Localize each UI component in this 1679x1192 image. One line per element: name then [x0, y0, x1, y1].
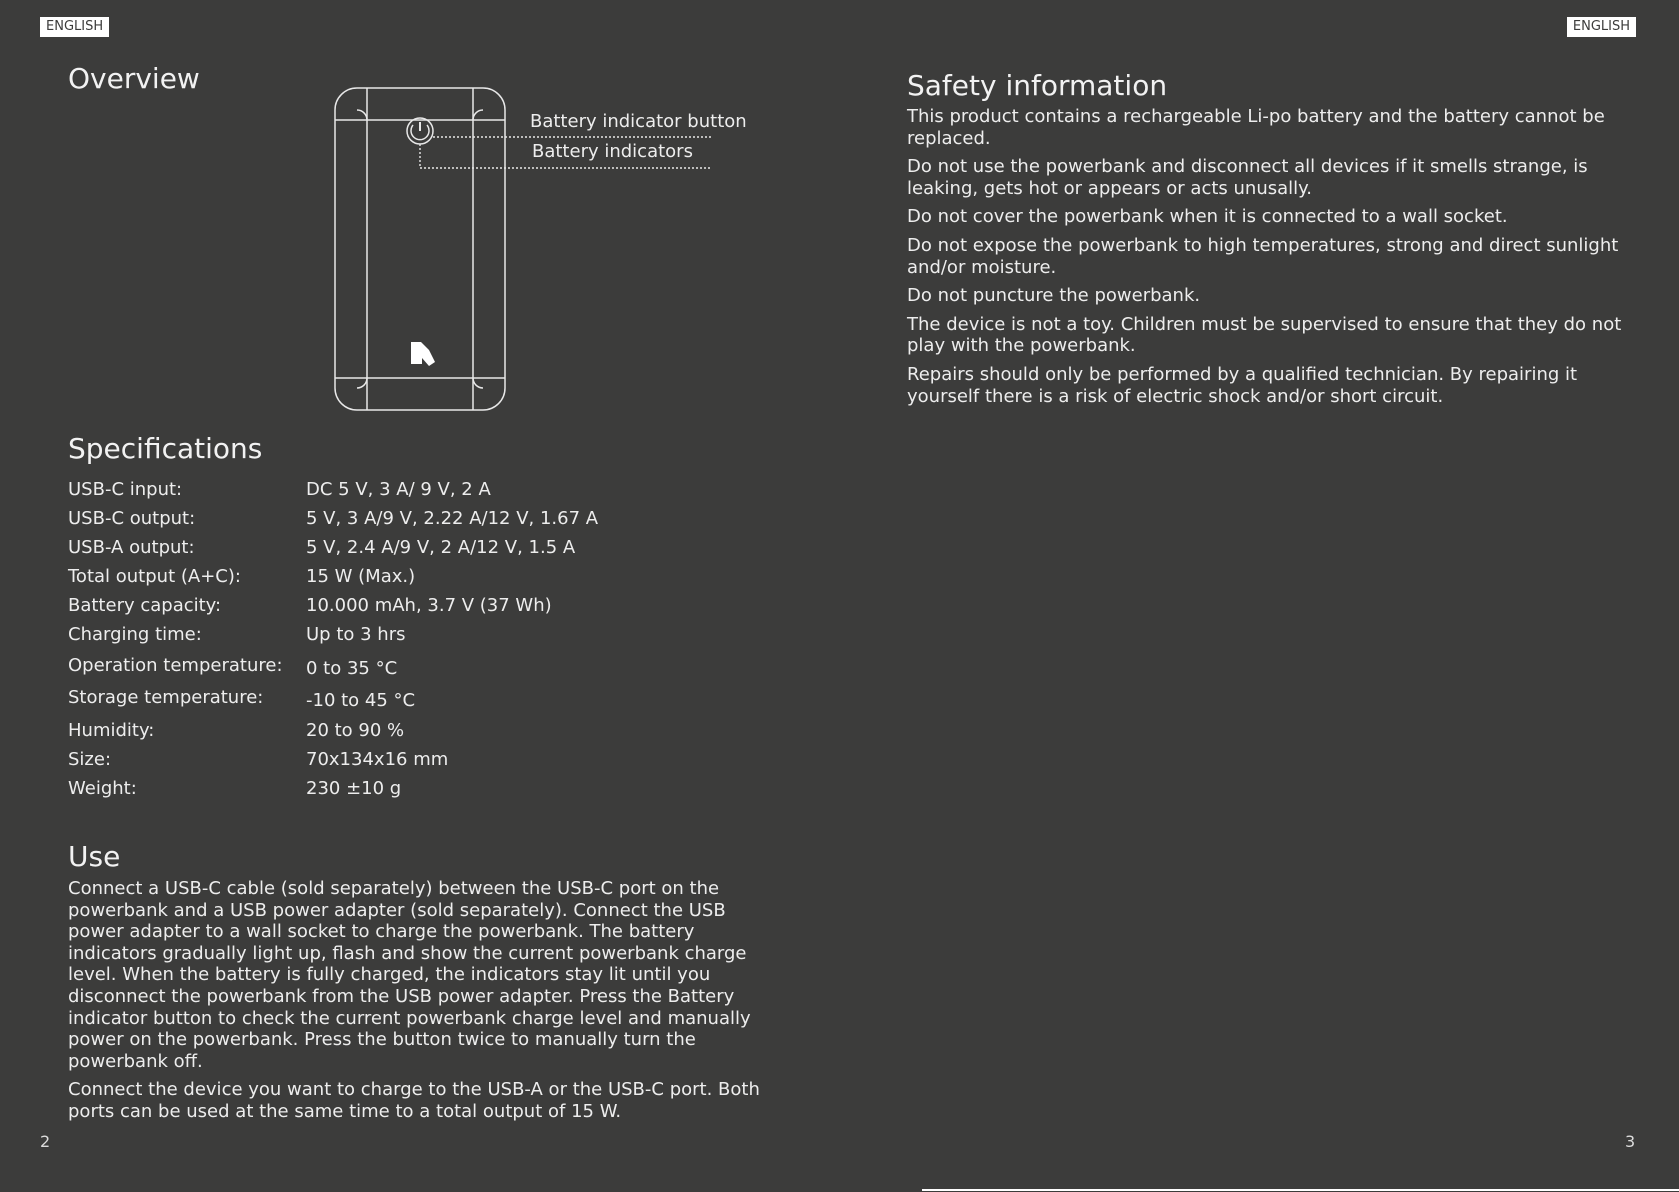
spec-row [68, 750, 788, 770]
spec-label: Battery capacity: [68, 595, 222, 616]
spec-label: Charging time: [68, 624, 202, 645]
spec-label: USB-A output: [68, 537, 195, 558]
spec-row [68, 625, 788, 645]
safety-paragraph: This product contains a rechargeable Li-po battery and the battery cannot be replaced. [907, 106, 1605, 149]
brand-logo-icon [411, 342, 435, 366]
spec-value: 230 ±10 g [306, 778, 402, 799]
spec-row [68, 538, 788, 558]
safety-heading: Safety information [907, 69, 1168, 102]
page-number-left: 2 [40, 1132, 51, 1151]
spec-label: Operation temperature: [68, 655, 283, 676]
spec-value: 20 to 90 % [306, 720, 405, 741]
callout-battery-indicators: Battery indicators [532, 141, 693, 162]
use-instructions [68, 878, 783, 1130]
safety-paragraph: Do not expose the powerbank to high temperatures, strong and direct sunlight and/or moisture. [907, 234, 1619, 278]
language-label-left: ENGLISH [40, 17, 109, 37]
spec-label: Size: [68, 749, 112, 770]
powerbank-diagram [325, 80, 785, 420]
page-number-right: 3 [1625, 1132, 1636, 1151]
spec-row [68, 480, 788, 500]
use-heading: Use [68, 840, 121, 873]
spec-value: 5 V, 2.4 A/9 V, 2 A/12 V, 1.5 A [306, 537, 576, 558]
specifications-table [68, 480, 788, 799]
spec-row [68, 509, 788, 529]
safety-paragraph: Do not cover the powerbank when it is connected to a wall socket. [907, 206, 1508, 228]
safety-paragraph: Repairs should only be performed by a qualified technician. By repairing it yourself there is a risk of electric shock and/or short circuit. [907, 363, 1578, 407]
spec-row [68, 688, 788, 711]
safety-paragraph: Do not use the powerbank and disconnect all devices if it smells strange, is leaking, gets hot or appears or acts unusally. [907, 156, 1588, 199]
spec-label: Total output (A+C): [68, 566, 241, 587]
spec-value: Up to 3 hrs [306, 624, 406, 645]
spec-label: Storage temperature: [68, 687, 264, 708]
safety-paragraph: Do not puncture the powerbank. [907, 285, 1201, 307]
spec-label: USB-C input: [68, 479, 183, 500]
safety-information [907, 106, 1622, 414]
spec-value: 70x134x16 mm [306, 749, 449, 770]
spec-label: Weight: [68, 778, 137, 799]
spec-row [68, 656, 788, 679]
specifications-heading: Specifications [68, 432, 263, 465]
spec-value: 5 V, 3 A/9 V, 2.22 A/12 V, 1.67 A [306, 508, 599, 529]
spec-value: DC 5 V, 3 A/ 9 V, 2 A [306, 479, 491, 500]
use-paragraph: Connect a USB-C cable (sold separately) between the USB-C port on the powerbank and a USB power adapter (sold separately). Connect the USB power adapter to a wall socket to charge the powerbank. The battery indicators gradually light up, flash and show the current powerbank charge level. When the battery is fully charged, the indicators stay lit until you disconnect the powerbank from the USB power adapter. Press the Battery indicator button to check the current powerbank charge level and manually power on the powerbank. Press the button twice to manually turn the powerbank off. [68, 878, 751, 1072]
safety-paragraph: The device is not a toy. Children must be supervised to ensure that they do not play with the powerbank. [907, 313, 1622, 357]
use-paragraph: Connect the device you want to charge to the USB-A or the USB-C port. Both ports can be used at the same time to a total output of 15 W. [68, 1079, 760, 1122]
spec-row [68, 779, 788, 799]
spec-label: USB-C output: [68, 508, 196, 529]
spec-row [68, 596, 788, 616]
spec-value: -10 to 45 °C [306, 690, 416, 711]
language-label-right: ENGLISH [1567, 17, 1636, 37]
spec-row [68, 721, 788, 741]
spec-label: Humidity: [68, 720, 155, 741]
spec-value: 0 to 35 °C [306, 658, 398, 679]
spec-value: 10.000 mAh, 3.7 V (37 Wh) [306, 595, 552, 616]
callout-battery-indicator-button: Battery indicator button [530, 111, 747, 132]
spec-value: 15 W (Max.) [306, 566, 416, 587]
spec-row [68, 567, 788, 587]
overview-heading: Overview [68, 62, 200, 95]
bottom-divider [922, 1189, 1679, 1191]
